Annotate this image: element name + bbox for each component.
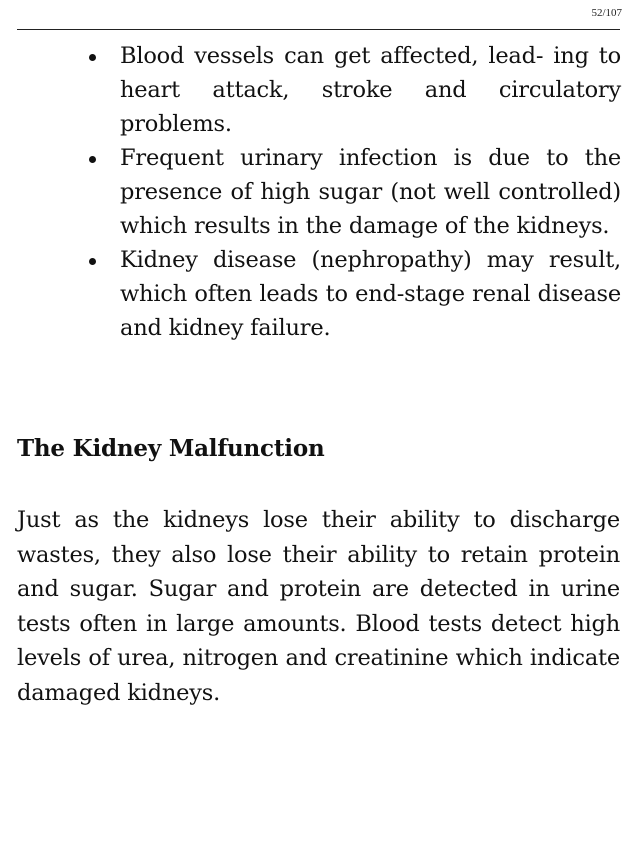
bullet-item-blood-vessels: Blood vessels can get affected, lead- ing to heart attack, stroke and circulatory problems.: [83, 39, 621, 141]
bullet-item-urinary-infection: Frequent urinary infection is due to the presence of high sugar (not well controlled) which results in the damage of the kidneys.: [83, 141, 621, 243]
section-paragraph: Just as the kidneys lose their ability to discharge wastes, they also lose their ability to retain protein and sugar. Sugar and protein are detected in urine tests often in large amounts. Blood tests detect high levels of urea, nitrogen and creatinine which indicate damaged kidneys.: [17, 507, 620, 706]
bullet-list: [83, 39, 621, 345]
header-rule: [17, 29, 620, 30]
section-heading: The Kidney Malfunction: [17, 435, 325, 462]
bullet-item-kidney-disease: Kidney disease (nephropathy) may result, which often leads to end-stage renal disease and kidney failure.: [83, 243, 621, 345]
page-number: 52/107: [591, 7, 622, 19]
